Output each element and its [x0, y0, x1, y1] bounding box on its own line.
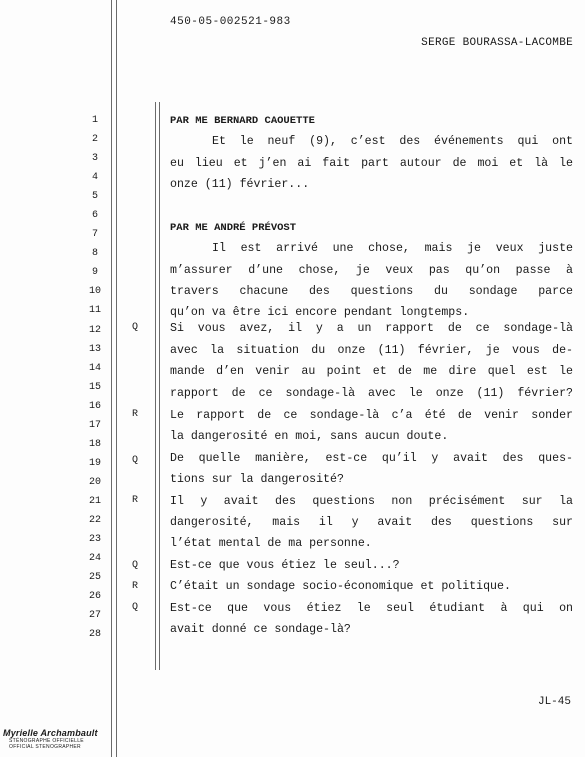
question-marker: Q	[131, 322, 138, 333]
line-number: 28	[88, 629, 101, 641]
line-number: 10	[88, 286, 101, 298]
line-number: 12	[88, 324, 101, 336]
line-number: 21	[88, 495, 101, 507]
line-number: 24	[88, 553, 101, 565]
transcript-line: onze (11) février...	[170, 178, 310, 191]
speaker-column-rule-outer	[155, 102, 156, 670]
margin-rule-left-outer	[111, 0, 112, 757]
stenographer-stamp	[3, 728, 103, 750]
case-number: 450-05-002521-983	[170, 16, 291, 28]
transcript-line: l’état mental de ma personne.	[170, 537, 372, 550]
line-number: 22	[88, 514, 101, 526]
transcript-line: tions sur la dangerosité?	[170, 473, 344, 486]
line-number: 17	[88, 419, 101, 431]
line-number: 13	[88, 343, 101, 355]
answer-marker: R	[131, 495, 138, 506]
answer-marker: R	[131, 409, 138, 420]
transcript-line: rapport de ce sondage-là avec le onze (11) février?	[170, 387, 573, 400]
transcript-line: Il y avait des questions non précisément sur la	[170, 495, 573, 508]
transcript-line: De quelle manière, est-ce qu’il y avait des ques-	[170, 452, 573, 465]
transcript-line: dangerosité, mais il y avait des questions sur	[170, 516, 573, 529]
stenographer-title-fr: STÉNOGRAPHE OFFICIELLE	[9, 738, 84, 744]
transcript-line: m’assurer d’une chose, je veux pas qu’on passe à	[170, 264, 573, 277]
line-number: 14	[88, 362, 101, 374]
transcript-line: eu lieu et j’en ai fait part autour de moi et là le	[170, 157, 573, 170]
line-number-column	[80, 111, 110, 644]
question-marker: Q	[131, 560, 138, 571]
line-number: 26	[88, 591, 101, 603]
transcript-line: mande d’en venir au point et de me dire quel est le	[170, 365, 573, 378]
line-number: 18	[88, 438, 101, 450]
speaker-heading-caouette: PAR ME BERNARD CAOUETTE	[170, 115, 315, 127]
line-number: 19	[88, 457, 101, 469]
line-number: 5	[91, 191, 98, 203]
question-marker: Q	[131, 455, 138, 466]
transcript-line: Est-ce que vous étiez le seul étudiant à qui on	[170, 602, 573, 615]
transcript-line: travers chacune des questions du sondage parce	[170, 285, 573, 298]
line-number: 7	[91, 229, 98, 241]
transcript-line: Si vous avez, il y a un rapport de ce sondage-là	[170, 322, 573, 335]
transcript-line: C’était un sondage socio-économique et politique.	[170, 580, 511, 593]
stenographer-title-en: OFFICIAL STENOGRAPHER	[9, 744, 81, 750]
transcript-line: Le rapport de ce sondage-là c’a été de venir sonder	[170, 409, 573, 422]
transcript-line: avec la situation du onze (11) février, je vous de-	[170, 344, 573, 357]
transcript-line: qu’on va être ici encore pendant longtemps.	[170, 306, 470, 319]
page-code: JL-45	[537, 696, 571, 708]
answer-marker: R	[131, 581, 138, 592]
line-number: 3	[91, 153, 98, 165]
transcript-line: la dangerosité en moi, sans aucun doute.	[170, 430, 449, 443]
line-number: 9	[91, 267, 98, 279]
line-number: 6	[91, 210, 98, 222]
transcript-line: avait donné ce sondage-là?	[170, 623, 351, 636]
witness-name: SERGE BOURASSA-LACOMBE	[421, 37, 573, 49]
line-number: 2	[91, 134, 98, 146]
speaker-heading-prevost: PAR ME ANDRÉ PRÉVOST	[170, 222, 297, 234]
margin-rule-left-inner	[116, 0, 117, 757]
line-number: 27	[88, 610, 101, 622]
line-number: 25	[88, 572, 101, 584]
line-number: 11	[88, 305, 101, 317]
stenographer-name: Myrielle Archambault	[3, 728, 98, 738]
line-number: 16	[88, 400, 101, 412]
speaker-column-rule-inner	[159, 102, 160, 670]
transcript-line: Et le neuf (9), c’est des événements qui ont	[212, 135, 573, 148]
line-number: 8	[91, 248, 98, 260]
transcript-line: Il est arrivé une chose, mais je veux juste	[212, 242, 573, 255]
line-number: 4	[91, 172, 98, 184]
question-marker: Q	[131, 602, 138, 613]
line-number: 15	[88, 381, 101, 393]
line-number: 1	[91, 115, 98, 126]
line-number: 20	[88, 476, 101, 488]
transcript-line: Est-ce que vous étiez le seul...?	[170, 559, 400, 572]
line-number: 23	[88, 534, 101, 546]
